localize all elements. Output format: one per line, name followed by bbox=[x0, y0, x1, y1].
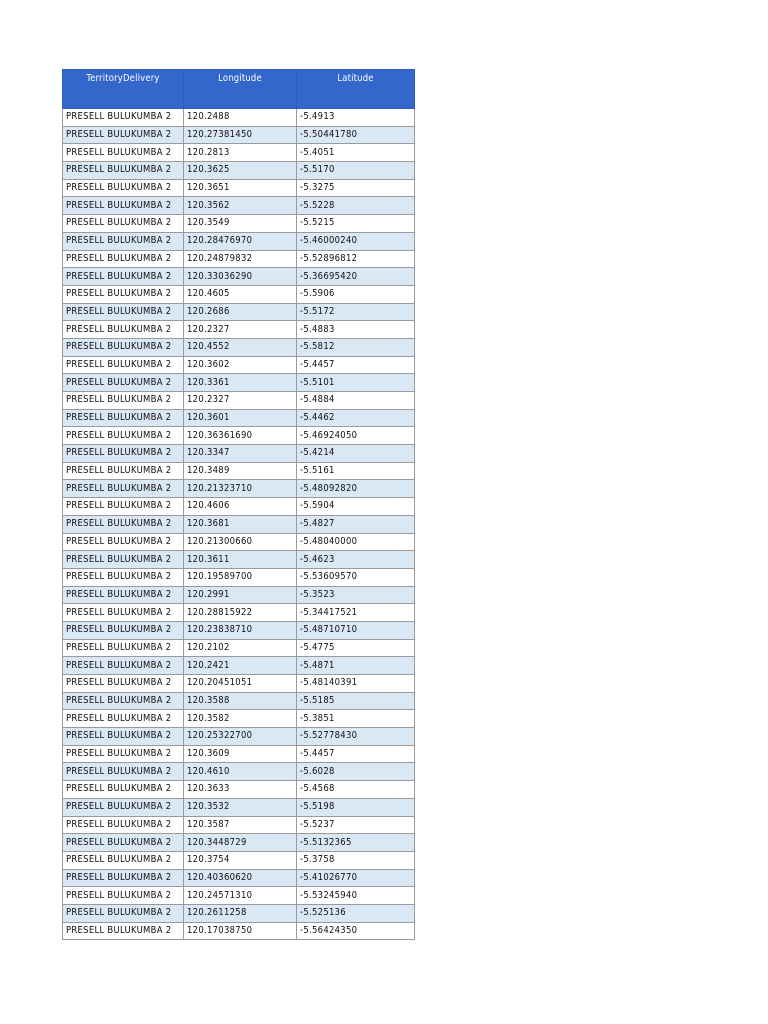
latitude-cell: -5.46000240 bbox=[297, 232, 415, 250]
territory-cell: PRESELL BULUKUMBA 2 bbox=[63, 887, 184, 905]
longitude-cell: 120.2488 bbox=[184, 109, 297, 127]
longitude-cell: 120.3633 bbox=[184, 781, 297, 799]
table-row bbox=[63, 851, 415, 869]
latitude-cell: -5.4051 bbox=[297, 144, 415, 162]
table-row bbox=[63, 515, 415, 533]
table-row bbox=[63, 250, 415, 268]
table-row bbox=[63, 462, 415, 480]
territory-cell: PRESELL BULUKUMBA 2 bbox=[63, 763, 184, 781]
latitude-cell: -5.3851 bbox=[297, 710, 415, 728]
longitude-cell: 120.3609 bbox=[184, 745, 297, 763]
territory-cell: PRESELL BULUKUMBA 2 bbox=[63, 162, 184, 180]
table-row bbox=[63, 498, 415, 516]
territory-cell: PRESELL BULUKUMBA 2 bbox=[63, 781, 184, 799]
longitude-cell: 120.3587 bbox=[184, 816, 297, 834]
longitude-cell: 120.3625 bbox=[184, 162, 297, 180]
longitude-cell: 120.3582 bbox=[184, 710, 297, 728]
latitude-cell: -5.5812 bbox=[297, 338, 415, 356]
table-row bbox=[63, 551, 415, 569]
territory-cell: PRESELL BULUKUMBA 2 bbox=[63, 515, 184, 533]
table-row bbox=[63, 816, 415, 834]
territory-cell: PRESELL BULUKUMBA 2 bbox=[63, 869, 184, 887]
territory-cell: PRESELL BULUKUMBA 2 bbox=[63, 639, 184, 657]
table-row bbox=[63, 144, 415, 162]
longitude-cell: 120.19589700 bbox=[184, 568, 297, 586]
longitude-cell: 120.24879832 bbox=[184, 250, 297, 268]
territory-cell: PRESELL BULUKUMBA 2 bbox=[63, 374, 184, 392]
latitude-cell: -5.5198 bbox=[297, 798, 415, 816]
longitude-cell: 120.3602 bbox=[184, 356, 297, 374]
longitude-cell: 120.27381450 bbox=[184, 126, 297, 144]
table-row bbox=[63, 215, 415, 233]
table-row bbox=[63, 392, 415, 410]
longitude-cell: 120.3489 bbox=[184, 462, 297, 480]
latitude-cell: -5.5228 bbox=[297, 197, 415, 215]
table-row bbox=[63, 268, 415, 286]
latitude-cell: -5.5101 bbox=[297, 374, 415, 392]
territory-cell: PRESELL BULUKUMBA 2 bbox=[63, 303, 184, 321]
table-row bbox=[63, 763, 415, 781]
territory-cell: PRESELL BULUKUMBA 2 bbox=[63, 126, 184, 144]
longitude-cell: 120.25322700 bbox=[184, 728, 297, 746]
longitude-cell: 120.3448729 bbox=[184, 834, 297, 852]
latitude-cell: -5.3758 bbox=[297, 851, 415, 869]
longitude-cell: 120.33036290 bbox=[184, 268, 297, 286]
latitude-cell: -5.56424350 bbox=[297, 922, 415, 940]
table-body bbox=[63, 109, 415, 940]
latitude-cell: -5.48092820 bbox=[297, 480, 415, 498]
territory-cell: PRESELL BULUKUMBA 2 bbox=[63, 675, 184, 693]
longitude-cell: 120.3681 bbox=[184, 515, 297, 533]
table-row bbox=[63, 232, 415, 250]
latitude-cell: -5.4871 bbox=[297, 657, 415, 675]
territory-cell: PRESELL BULUKUMBA 2 bbox=[63, 710, 184, 728]
table-row bbox=[63, 568, 415, 586]
territory-cell: PRESELL BULUKUMBA 2 bbox=[63, 109, 184, 127]
table-row bbox=[63, 374, 415, 392]
territory-cell: PRESELL BULUKUMBA 2 bbox=[63, 533, 184, 551]
table-row bbox=[63, 285, 415, 303]
latitude-cell: -5.5172 bbox=[297, 303, 415, 321]
territory-cell: PRESELL BULUKUMBA 2 bbox=[63, 498, 184, 516]
header-territory-delivery: TerritoryDelivery bbox=[63, 70, 184, 109]
longitude-cell: 120.36361690 bbox=[184, 427, 297, 445]
longitude-cell: 120.2813 bbox=[184, 144, 297, 162]
territory-cell: PRESELL BULUKUMBA 2 bbox=[63, 692, 184, 710]
longitude-cell: 120.3562 bbox=[184, 197, 297, 215]
table-row bbox=[63, 621, 415, 639]
table-row bbox=[63, 657, 415, 675]
longitude-cell: 120.2102 bbox=[184, 639, 297, 657]
territory-cell: PRESELL BULUKUMBA 2 bbox=[63, 551, 184, 569]
longitude-cell: 120.17038750 bbox=[184, 922, 297, 940]
latitude-cell: -5.5906 bbox=[297, 285, 415, 303]
territory-cell: PRESELL BULUKUMBA 2 bbox=[63, 338, 184, 356]
longitude-cell: 120.3611 bbox=[184, 551, 297, 569]
latitude-cell: -5.4214 bbox=[297, 445, 415, 463]
table-row bbox=[63, 338, 415, 356]
table-row bbox=[63, 887, 415, 905]
territory-cell: PRESELL BULUKUMBA 2 bbox=[63, 462, 184, 480]
territory-cell: PRESELL BULUKUMBA 2 bbox=[63, 621, 184, 639]
table-row bbox=[63, 710, 415, 728]
territory-cell: PRESELL BULUKUMBA 2 bbox=[63, 568, 184, 586]
latitude-cell: -5.50441780 bbox=[297, 126, 415, 144]
table-row bbox=[63, 427, 415, 445]
table-row bbox=[63, 480, 415, 498]
table-row bbox=[63, 445, 415, 463]
latitude-cell: -5.3275 bbox=[297, 179, 415, 197]
latitude-cell: -5.5132365 bbox=[297, 834, 415, 852]
latitude-cell: -5.4884 bbox=[297, 392, 415, 410]
latitude-cell: -5.4457 bbox=[297, 745, 415, 763]
territory-cell: PRESELL BULUKUMBA 2 bbox=[63, 356, 184, 374]
latitude-cell: -5.53245940 bbox=[297, 887, 415, 905]
latitude-cell: -5.5185 bbox=[297, 692, 415, 710]
territory-cell: PRESELL BULUKUMBA 2 bbox=[63, 816, 184, 834]
longitude-cell: 120.21300660 bbox=[184, 533, 297, 551]
table-row bbox=[63, 728, 415, 746]
territory-cell: PRESELL BULUKUMBA 2 bbox=[63, 427, 184, 445]
longitude-cell: 120.4605 bbox=[184, 285, 297, 303]
longitude-cell: 120.2611258 bbox=[184, 904, 297, 922]
longitude-cell: 120.3361 bbox=[184, 374, 297, 392]
latitude-cell: -5.4623 bbox=[297, 551, 415, 569]
longitude-cell: 120.21323710 bbox=[184, 480, 297, 498]
latitude-cell: -5.48140391 bbox=[297, 675, 415, 693]
territory-cell: PRESELL BULUKUMBA 2 bbox=[63, 445, 184, 463]
longitude-cell: 120.2421 bbox=[184, 657, 297, 675]
territory-cell: PRESELL BULUKUMBA 2 bbox=[63, 215, 184, 233]
table-row bbox=[63, 303, 415, 321]
longitude-cell: 120.2327 bbox=[184, 321, 297, 339]
longitude-cell: 120.23838710 bbox=[184, 621, 297, 639]
longitude-cell: 120.3651 bbox=[184, 179, 297, 197]
table-row bbox=[63, 126, 415, 144]
table-row bbox=[63, 162, 415, 180]
latitude-cell: -5.4883 bbox=[297, 321, 415, 339]
territory-cell: PRESELL BULUKUMBA 2 bbox=[63, 409, 184, 427]
longitude-cell: 120.2991 bbox=[184, 586, 297, 604]
table-row bbox=[63, 586, 415, 604]
territory-cell: PRESELL BULUKUMBA 2 bbox=[63, 321, 184, 339]
territory-cell: PRESELL BULUKUMBA 2 bbox=[63, 904, 184, 922]
territory-cell: PRESELL BULUKUMBA 2 bbox=[63, 285, 184, 303]
table-row bbox=[63, 922, 415, 940]
latitude-cell: -5.4462 bbox=[297, 409, 415, 427]
territory-cell: PRESELL BULUKUMBA 2 bbox=[63, 834, 184, 852]
latitude-cell: -5.4775 bbox=[297, 639, 415, 657]
latitude-cell: -5.36695420 bbox=[297, 268, 415, 286]
latitude-cell: -5.6028 bbox=[297, 763, 415, 781]
table-row bbox=[63, 869, 415, 887]
territory-cell: PRESELL BULUKUMBA 2 bbox=[63, 392, 184, 410]
table-row bbox=[63, 798, 415, 816]
territory-cell: PRESELL BULUKUMBA 2 bbox=[63, 232, 184, 250]
table-row bbox=[63, 781, 415, 799]
latitude-cell: -5.4827 bbox=[297, 515, 415, 533]
latitude-cell: -5.52896812 bbox=[297, 250, 415, 268]
table-row bbox=[63, 604, 415, 622]
longitude-cell: 120.3532 bbox=[184, 798, 297, 816]
header-longitude: Longitude bbox=[184, 70, 297, 109]
table-row bbox=[63, 179, 415, 197]
longitude-cell: 120.40360620 bbox=[184, 869, 297, 887]
longitude-cell: 120.24571310 bbox=[184, 887, 297, 905]
table-row bbox=[63, 533, 415, 551]
table-row bbox=[63, 321, 415, 339]
latitude-cell: -5.4457 bbox=[297, 356, 415, 374]
longitude-cell: 120.3549 bbox=[184, 215, 297, 233]
longitude-cell: 120.2686 bbox=[184, 303, 297, 321]
table-row bbox=[63, 356, 415, 374]
table-row bbox=[63, 197, 415, 215]
longitude-cell: 120.3754 bbox=[184, 851, 297, 869]
latitude-cell: -5.5170 bbox=[297, 162, 415, 180]
latitude-cell: -5.5161 bbox=[297, 462, 415, 480]
table-row bbox=[63, 745, 415, 763]
territory-cell: PRESELL BULUKUMBA 2 bbox=[63, 480, 184, 498]
table-row bbox=[63, 834, 415, 852]
latitude-cell: -5.4913 bbox=[297, 109, 415, 127]
territory-cell: PRESELL BULUKUMBA 2 bbox=[63, 745, 184, 763]
territory-cell: PRESELL BULUKUMBA 2 bbox=[63, 798, 184, 816]
territory-cell: PRESELL BULUKUMBA 2 bbox=[63, 604, 184, 622]
territory-cell: PRESELL BULUKUMBA 2 bbox=[63, 922, 184, 940]
territory-cell: PRESELL BULUKUMBA 2 bbox=[63, 728, 184, 746]
territory-cell: PRESELL BULUKUMBA 2 bbox=[63, 657, 184, 675]
territory-delivery-table bbox=[62, 69, 415, 940]
table-row bbox=[63, 639, 415, 657]
latitude-cell: -5.46924050 bbox=[297, 427, 415, 445]
latitude-cell: -5.3523 bbox=[297, 586, 415, 604]
header-row bbox=[63, 70, 415, 109]
table-row bbox=[63, 692, 415, 710]
territory-cell: PRESELL BULUKUMBA 2 bbox=[63, 197, 184, 215]
latitude-cell: -5.34417521 bbox=[297, 604, 415, 622]
longitude-cell: 120.4552 bbox=[184, 338, 297, 356]
longitude-cell: 120.4606 bbox=[184, 498, 297, 516]
header-latitude: Latitude bbox=[297, 70, 415, 109]
table-row bbox=[63, 109, 415, 127]
table-header bbox=[63, 70, 415, 109]
latitude-cell: -5.525136 bbox=[297, 904, 415, 922]
table-row bbox=[63, 675, 415, 693]
latitude-cell: -5.5237 bbox=[297, 816, 415, 834]
territory-cell: PRESELL BULUKUMBA 2 bbox=[63, 250, 184, 268]
longitude-cell: 120.4610 bbox=[184, 763, 297, 781]
latitude-cell: -5.5904 bbox=[297, 498, 415, 516]
territory-cell: PRESELL BULUKUMBA 2 bbox=[63, 179, 184, 197]
longitude-cell: 120.28476970 bbox=[184, 232, 297, 250]
latitude-cell: -5.5215 bbox=[297, 215, 415, 233]
territory-cell: PRESELL BULUKUMBA 2 bbox=[63, 851, 184, 869]
longitude-cell: 120.2327 bbox=[184, 392, 297, 410]
latitude-cell: -5.53609570 bbox=[297, 568, 415, 586]
table-row bbox=[63, 904, 415, 922]
longitude-cell: 120.3347 bbox=[184, 445, 297, 463]
longitude-cell: 120.3588 bbox=[184, 692, 297, 710]
latitude-cell: -5.48710710 bbox=[297, 621, 415, 639]
longitude-cell: 120.20451051 bbox=[184, 675, 297, 693]
latitude-cell: -5.4568 bbox=[297, 781, 415, 799]
territory-cell: PRESELL BULUKUMBA 2 bbox=[63, 144, 184, 162]
table-row bbox=[63, 409, 415, 427]
latitude-cell: -5.52778430 bbox=[297, 728, 415, 746]
territory-cell: PRESELL BULUKUMBA 2 bbox=[63, 268, 184, 286]
longitude-cell: 120.28815922 bbox=[184, 604, 297, 622]
latitude-cell: -5.41026770 bbox=[297, 869, 415, 887]
longitude-cell: 120.3601 bbox=[184, 409, 297, 427]
territory-cell: PRESELL BULUKUMBA 2 bbox=[63, 586, 184, 604]
latitude-cell: -5.48040000 bbox=[297, 533, 415, 551]
